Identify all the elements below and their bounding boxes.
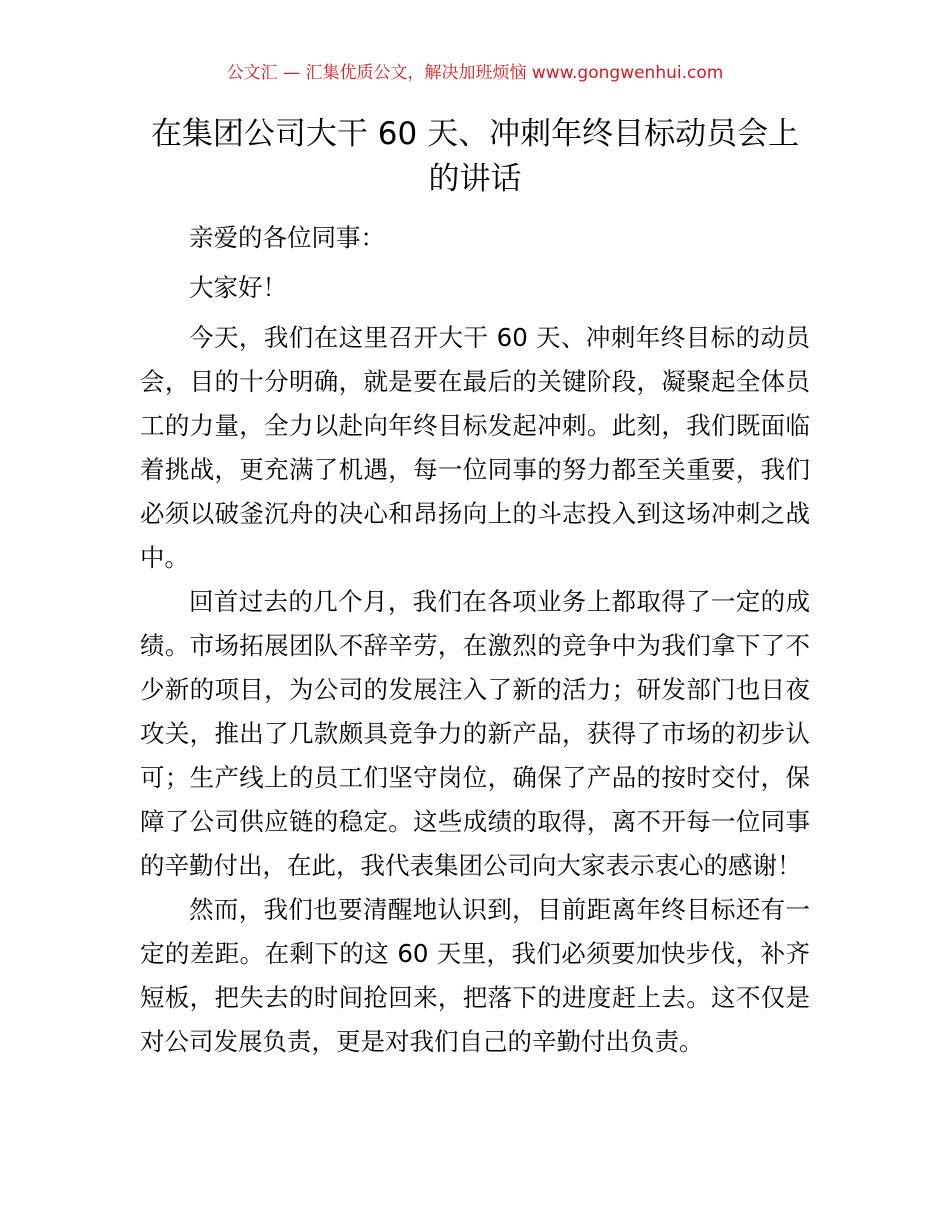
paragraph: 回首过去的几个月，我们在各项业务上都取得了一定的成绩。市场拓展团队不辞辛劳，在激烈的竞争中为我们拿下了不少新的项目，为公司的发展注入了新的活力；研发部门也日夜攻关，推出了几款颇具竞争力的新产品，获得了市场的初步认可；生产线上的员工们坚守岗位，确保了产品的按时交付，保障了公司供应链的稳定。这些成绩的取得，离不开每一位同事的辛勤付出，在此，我代表集团公司向大家表示衷心的感谢！ xyxy=(140,587,810,880)
document-title: 在集团公司大干 60 天、冲刺年终目标动员会上的讲话 xyxy=(150,116,800,197)
greeting: 大家好！ xyxy=(189,273,287,302)
salutation: 亲爱的各位同事： xyxy=(189,223,385,252)
document-body xyxy=(140,216,810,1064)
paragraph: 今天，我们在这里召开大干 60 天、冲刺年终目标的动员会，目的十分明确，就是要在最后的关键阶段，凝聚起全体员工的力量，全力以赴向年终目标发起冲刺。此刻，我们既面临着挑战，更充满了机遇，每一位同事的努力都至关重要，我们必须以破釜沉舟的决心和昂扬向上的斗志投入到这场冲刺之战中。 xyxy=(140,323,810,572)
site-header-banner: 公文汇 — 汇集优质公文，解决加班烦恼 www.gongwenhui.com xyxy=(226,63,724,83)
paragraph: 然而，我们也要清醒地认识到，目前距离年终目标还有一定的差距。在剩下的这 60 天里，我们必须要加快步伐，补齐短板，把失去的时间抢回来，把落下的进度赶上去。这不仅是对公司发展负责，更是对我们自己的辛勤付出负责。 xyxy=(140,895,810,1056)
